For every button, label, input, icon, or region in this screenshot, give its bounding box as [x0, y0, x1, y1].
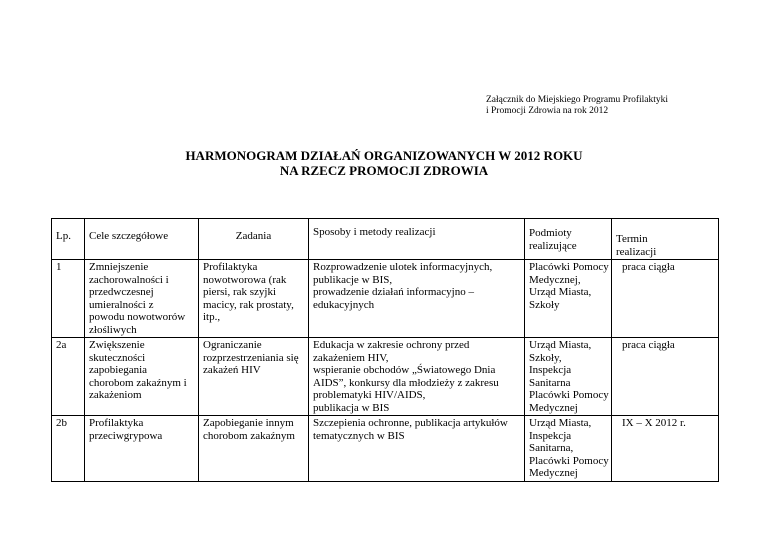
cell-line: Zmniejszenie	[89, 261, 149, 273]
cell-goals	[85, 416, 199, 482]
cell-line: przedwczesnej	[89, 286, 154, 298]
cell-entities	[525, 416, 612, 482]
cell-methods	[309, 416, 525, 482]
cell-methods	[309, 260, 525, 338]
cell-line: nowotworowa (rak	[203, 273, 287, 286]
header-goals: Cele szczegółowe	[85, 219, 199, 260]
cell-line: Medycznej,	[529, 273, 581, 286]
cell-line: Sanitarna	[529, 376, 571, 389]
cell-line: wspieranie obchodów „Światowego Dnia	[313, 364, 496, 376]
header-term-line: Termin	[616, 233, 648, 245]
cell-line: zakażeniom	[89, 389, 142, 401]
cell-line: prowadzenie działań informacyjno –	[313, 286, 474, 298]
cell-line: Placówki Pomocy	[529, 389, 609, 401]
table-header-row	[52, 219, 719, 260]
header-term-line: realizacji	[616, 245, 657, 258]
header-entities-line: realizujące	[529, 239, 577, 252]
table-row	[52, 260, 719, 338]
cell-line: AIDS”, konkursy dla młodzieży z zakresu	[313, 376, 499, 389]
header-tasks: Zadania	[199, 219, 309, 260]
cell-tasks	[199, 260, 309, 338]
cell-line: itp.,	[203, 311, 221, 323]
cell-term: IX – X 2012 r.	[612, 416, 719, 482]
table-row	[52, 416, 719, 482]
cell-tasks	[199, 416, 309, 482]
cell-lp: 1	[52, 260, 85, 338]
cell-line: Urząd Miasta,	[529, 417, 592, 429]
cell-line: złośliwych	[89, 323, 137, 336]
cell-line: chorobom zakaźnym	[203, 429, 295, 442]
title-line-2: NA RZECZ PROMOCJI ZDROWIA	[279, 163, 489, 178]
cell-goals	[85, 338, 199, 416]
cell-line: zakażeniem HIV,	[313, 351, 389, 364]
title-line-1: HARMONOGRAM DZIAŁAŃ ORGANIZOWANYCH W 2012 ROKU	[185, 148, 583, 163]
cell-line: Zapobieganie innym	[203, 417, 294, 429]
cell-line: Szczepienia ochronne, publikacja artykułów	[313, 417, 508, 429]
annex-line-2: i Promocji Zdrowia na rok 2012	[486, 106, 609, 116]
cell-line: Sanitarna,	[529, 442, 574, 454]
header-entities-line: Podmioty	[529, 227, 572, 239]
cell-line: publikacja w BIS	[313, 401, 390, 414]
cell-lp: 2a	[52, 338, 85, 416]
cell-line: Medycznej	[529, 401, 578, 414]
cell-line: Placówki Pomocy	[529, 454, 609, 467]
annex-note	[486, 95, 668, 117]
cell-line: Rozprowadzenie ulotek informacyjnych,	[313, 261, 493, 273]
cell-line: skuteczności	[89, 351, 146, 364]
header-entities	[525, 219, 612, 260]
cell-line: edukacyjnych	[313, 298, 375, 311]
cell-line: Medycznej	[529, 467, 578, 479]
cell-line: publikacje w BIS,	[313, 273, 393, 286]
cell-goals	[85, 260, 199, 338]
cell-term: praca ciągła	[612, 338, 719, 416]
cell-line: Inspekcja	[529, 364, 572, 376]
cell-line: rozprzestrzeniania się	[203, 351, 299, 364]
cell-entities	[525, 260, 612, 338]
annex-line-1: Załącznik do Miejskiego Programu Profilaktyki	[486, 95, 669, 105]
cell-methods	[309, 338, 525, 416]
cell-line: przeciwgrypowa	[89, 429, 163, 442]
table-row	[52, 338, 719, 416]
cell-line: zapobiegania	[89, 364, 148, 376]
cell-line: Szkoły	[529, 298, 560, 311]
document-title	[0, 148, 768, 178]
cell-line: Inspekcja	[529, 429, 572, 442]
cell-line: Profilaktyka	[203, 261, 258, 273]
cell-line: piersi, rak szyjki	[203, 286, 277, 298]
cell-entities	[525, 338, 612, 416]
cell-line: zakażeń HIV	[203, 364, 261, 376]
schedule-table	[51, 218, 719, 482]
cell-line: Placówki Pomocy	[529, 261, 609, 273]
cell-line: Urząd Miasta,	[529, 339, 592, 351]
cell-line: Zwiększenie	[89, 339, 145, 351]
cell-line: problematyki HIV/AIDS,	[313, 389, 426, 401]
cell-line: tematycznych w BIS	[313, 429, 405, 442]
cell-line: Ograniczanie	[203, 339, 262, 351]
cell-line: Profilaktyka	[89, 417, 144, 429]
header-term	[612, 219, 719, 260]
header-methods: Sposoby i metody realizacji	[309, 219, 525, 260]
cell-tasks	[199, 338, 309, 416]
cell-term: praca ciągła	[612, 260, 719, 338]
cell-line: Szkoły,	[529, 351, 562, 364]
header-lp: Lp.	[52, 219, 85, 260]
cell-line: chorobom zakaźnym i	[89, 376, 187, 389]
cell-lp: 2b	[52, 416, 85, 482]
cell-line: zachorowalności i	[89, 273, 169, 286]
cell-line: Urząd Miasta,	[529, 286, 592, 298]
cell-line: powodu nowotworów	[89, 311, 186, 323]
cell-line: macicy, rak prostaty,	[203, 298, 294, 311]
cell-line: umieralności z	[89, 298, 154, 311]
cell-line: Edukacja w zakresie ochrony przed	[313, 339, 470, 351]
